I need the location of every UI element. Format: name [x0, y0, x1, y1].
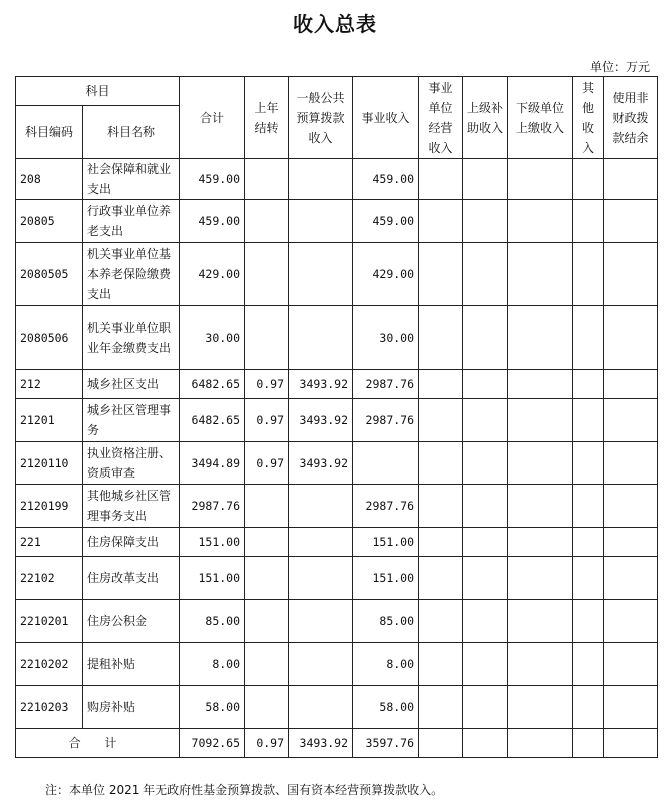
cell-superior — [463, 243, 508, 306]
unit-label: 单位：万元 — [589, 60, 650, 74]
cell-non-fiscal — [604, 643, 658, 686]
cell-total: 8.00 — [180, 643, 245, 686]
table-row — [16, 306, 658, 370]
cell-operating — [419, 686, 463, 729]
cell-general — [289, 243, 353, 306]
header-total: 合计 — [180, 77, 245, 159]
cell-name: 购房补贴 — [83, 686, 180, 729]
total-cell-general: 3493.92 — [289, 729, 353, 758]
total-cell-total: 7092.65 — [180, 729, 245, 758]
cell-name: 住房保障支出 — [83, 528, 180, 557]
cell-non-fiscal — [604, 243, 658, 306]
cell-carryover — [245, 557, 289, 600]
cell-superior — [463, 399, 508, 442]
cell-other — [573, 370, 604, 399]
cell-code: 2210202 — [16, 643, 83, 686]
cell-non-fiscal — [604, 399, 658, 442]
table-row — [16, 485, 658, 528]
table-row — [16, 643, 658, 686]
cell-carryover: 0.97 — [245, 442, 289, 485]
cell-non-fiscal — [604, 159, 658, 200]
cell-other — [573, 600, 604, 643]
cell-other — [573, 528, 604, 557]
cell-carryover: 0.97 — [245, 399, 289, 442]
cell-code: 208 — [16, 159, 83, 200]
total-cell-empty — [419, 729, 463, 758]
cell-operating — [419, 399, 463, 442]
cell-carryover — [245, 485, 289, 528]
cell-total: 58.00 — [180, 686, 245, 729]
cell-operating — [419, 200, 463, 243]
header-code: 科目编码 — [16, 106, 83, 159]
header-business-income: 事业收入 — [353, 77, 419, 159]
cell-operating — [419, 306, 463, 370]
cell-code: 2080506 — [16, 306, 83, 370]
cell-superior — [463, 528, 508, 557]
header-subordinate-income: 下级单位上缴收入 — [508, 77, 573, 159]
cell-subordinate — [508, 528, 573, 557]
cell-code: 2120110 — [16, 442, 83, 485]
total-cell-carryover: 0.97 — [245, 729, 289, 758]
cell-total: 459.00 — [180, 159, 245, 200]
cell-code: 20805 — [16, 200, 83, 243]
cell-total: 30.00 — [180, 306, 245, 370]
table-row — [16, 399, 658, 442]
cell-carryover — [245, 686, 289, 729]
header-superior-subsidy: 上级补助收入 — [463, 77, 508, 159]
cell-superior — [463, 643, 508, 686]
cell-carryover — [245, 243, 289, 306]
cell-code: 212 — [16, 370, 83, 399]
footnote: 注：本单位 2021 年无政府性基金预算拨款、国有资本经营预算拨款收入。 — [45, 783, 444, 797]
table-row — [16, 528, 658, 557]
cell-superior — [463, 600, 508, 643]
cell-operating — [419, 243, 463, 306]
cell-business: 151.00 — [353, 528, 419, 557]
cell-name: 执业资格注册、资质审查 — [83, 442, 180, 485]
cell-general — [289, 528, 353, 557]
cell-subordinate — [508, 643, 573, 686]
total-cell-empty — [604, 729, 658, 758]
cell-other — [573, 243, 604, 306]
cell-carryover: 0.97 — [245, 370, 289, 399]
table-row — [16, 686, 658, 729]
cell-general — [289, 686, 353, 729]
cell-non-fiscal — [604, 600, 658, 643]
cell-superior — [463, 159, 508, 200]
total-cell-empty — [463, 729, 508, 758]
cell-code: 2210203 — [16, 686, 83, 729]
cell-other — [573, 643, 604, 686]
cell-name: 住房公积金 — [83, 600, 180, 643]
cell-general — [289, 557, 353, 600]
cell-superior — [463, 686, 508, 729]
cell-code: 2120199 — [16, 485, 83, 528]
cell-name: 城乡社区支出 — [83, 370, 180, 399]
cell-subordinate — [508, 686, 573, 729]
cell-non-fiscal — [604, 370, 658, 399]
cell-name: 行政事业单位养老支出 — [83, 200, 180, 243]
table-row — [16, 442, 658, 485]
total-cell-empty — [573, 729, 604, 758]
cell-name: 机关事业单位基本养老保险缴费支出 — [83, 243, 180, 306]
cell-name: 机关事业单位职业年金缴费支出 — [83, 306, 180, 370]
cell-other — [573, 442, 604, 485]
cell-operating — [419, 442, 463, 485]
cell-code: 21201 — [16, 399, 83, 442]
cell-total: 2987.76 — [180, 485, 245, 528]
cell-total: 6482.65 — [180, 399, 245, 442]
cell-non-fiscal — [604, 686, 658, 729]
cell-superior — [463, 442, 508, 485]
cell-subordinate — [508, 200, 573, 243]
cell-operating — [419, 159, 463, 200]
cell-name: 住房改革支出 — [83, 557, 180, 600]
cell-business: 459.00 — [353, 200, 419, 243]
cell-total: 459.00 — [180, 200, 245, 243]
total-cell-business: 3597.76 — [353, 729, 419, 758]
cell-subordinate — [508, 243, 573, 306]
cell-business: 85.00 — [353, 600, 419, 643]
cell-general — [289, 485, 353, 528]
header-operating-income: 事业单位经营收入 — [419, 77, 463, 159]
cell-non-fiscal — [604, 306, 658, 370]
cell-name: 城乡社区管理事务 — [83, 399, 180, 442]
cell-business: 2987.76 — [353, 370, 419, 399]
cell-other — [573, 399, 604, 442]
cell-code: 22102 — [16, 557, 83, 600]
cell-carryover — [245, 200, 289, 243]
cell-other — [573, 159, 604, 200]
cell-operating — [419, 643, 463, 686]
header-non-fiscal: 使用非财政拨款结余 — [604, 77, 658, 159]
cell-operating — [419, 600, 463, 643]
cell-total: 429.00 — [180, 243, 245, 306]
cell-superior — [463, 485, 508, 528]
cell-superior — [463, 557, 508, 600]
cell-business: 2987.76 — [353, 485, 419, 528]
cell-business: 58.00 — [353, 686, 419, 729]
cell-subordinate — [508, 159, 573, 200]
cell-subordinate — [508, 557, 573, 600]
cell-non-fiscal — [604, 528, 658, 557]
cell-business — [353, 442, 419, 485]
table-row — [16, 557, 658, 600]
cell-carryover — [245, 159, 289, 200]
cell-other — [573, 485, 604, 528]
cell-business: 459.00 — [353, 159, 419, 200]
table-row — [16, 370, 658, 399]
cell-subordinate — [508, 370, 573, 399]
cell-name: 提租补贴 — [83, 643, 180, 686]
cell-business: 2987.76 — [353, 399, 419, 442]
cell-business: 30.00 — [353, 306, 419, 370]
income-summary-table — [15, 76, 658, 758]
cell-name: 社会保障和就业支出 — [83, 159, 180, 200]
cell-business: 151.00 — [353, 557, 419, 600]
table-row — [16, 243, 658, 306]
table-row — [16, 200, 658, 243]
cell-general: 3493.92 — [289, 399, 353, 442]
cell-non-fiscal — [604, 442, 658, 485]
cell-general: 3493.92 — [289, 442, 353, 485]
cell-subordinate — [508, 442, 573, 485]
cell-general — [289, 306, 353, 370]
page-title: 收入总表 — [293, 12, 377, 36]
header-other-income: 其他收入 — [573, 77, 604, 159]
cell-general — [289, 200, 353, 243]
cell-carryover — [245, 528, 289, 557]
cell-other — [573, 686, 604, 729]
cell-general: 3493.92 — [289, 370, 353, 399]
cell-name: 其他城乡社区管理事务支出 — [83, 485, 180, 528]
header-general-budget: 一般公共预算拨款收入 — [289, 77, 353, 159]
cell-non-fiscal — [604, 200, 658, 243]
cell-business: 8.00 — [353, 643, 419, 686]
cell-other — [573, 557, 604, 600]
cell-superior — [463, 306, 508, 370]
total-label: 合 计 — [16, 729, 180, 758]
cell-other — [573, 200, 604, 243]
cell-general — [289, 643, 353, 686]
cell-operating — [419, 557, 463, 600]
header-subject: 科目 — [16, 77, 180, 106]
header-name: 科目名称 — [83, 106, 180, 159]
cell-other — [573, 306, 604, 370]
cell-total: 6482.65 — [180, 370, 245, 399]
table-row — [16, 159, 658, 200]
cell-total: 151.00 — [180, 557, 245, 600]
cell-operating — [419, 485, 463, 528]
cell-code: 221 — [16, 528, 83, 557]
cell-carryover — [245, 600, 289, 643]
cell-total: 151.00 — [180, 528, 245, 557]
cell-operating — [419, 528, 463, 557]
cell-total: 85.00 — [180, 600, 245, 643]
cell-non-fiscal — [604, 557, 658, 600]
cell-code: 2080505 — [16, 243, 83, 306]
cell-subordinate — [508, 600, 573, 643]
total-cell-empty — [508, 729, 573, 758]
cell-operating — [419, 370, 463, 399]
cell-carryover — [245, 306, 289, 370]
table-row — [16, 600, 658, 643]
cell-general — [289, 600, 353, 643]
cell-code: 2210201 — [16, 600, 83, 643]
cell-superior — [463, 200, 508, 243]
cell-total: 3494.89 — [180, 442, 245, 485]
cell-carryover — [245, 643, 289, 686]
header-carryover: 上年结转 — [245, 77, 289, 159]
cell-subordinate — [508, 485, 573, 528]
cell-subordinate — [508, 306, 573, 370]
total-row — [16, 729, 658, 758]
cell-general — [289, 159, 353, 200]
cell-business: 429.00 — [353, 243, 419, 306]
cell-superior — [463, 370, 508, 399]
cell-non-fiscal — [604, 485, 658, 528]
cell-subordinate — [508, 399, 573, 442]
